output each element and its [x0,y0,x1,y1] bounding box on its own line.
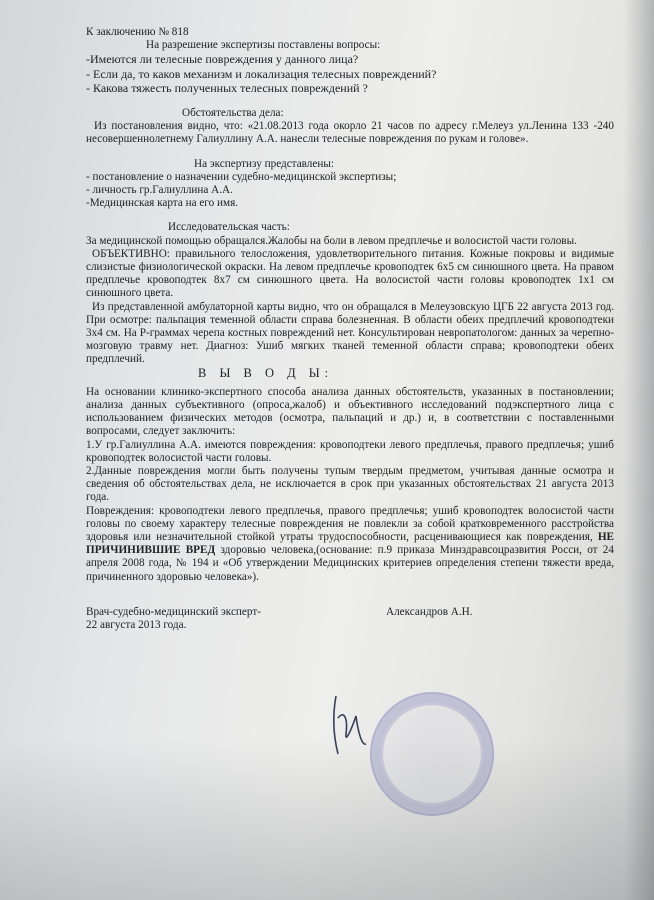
research-complaints: За медицинской помощью обращался.Жалобы на боли в левом предплечье и волосистой части головы. [86,234,577,247]
submitted-item-2: - личность гр.Галиуллина А.А. [86,183,233,196]
research-objective: ОБЪЕКТИВНО: правильного телосложения, удовлетворительного питания. Кожные покровы и видимые слизистые физиологической окраски. На левом предплечье кровоподтек 6х5 см синюшного цвета. На правом предплечье кровоподтек 8х7 см синюшного цвета. На волосистой части головы кровоподтек 1х1 см синюшного цвета. [86,247,614,300]
conclusions-injuries [86,505,614,584]
signature-date: 22 августа 2013 года. [86,619,187,632]
signature-left [86,606,261,632]
submitted-item-1: - постановление о назначении судебно-медицинской экспертизы; [86,170,397,183]
submitted-item-3: -Медицинская карта на его имя. [86,197,239,210]
expert-position: Врач-судебно-медицинский эксперт- [86,605,261,618]
circumstances-text: Из постановления видно, что: «21.08.2013 года окорло 21 часов по адресу г.Мелеуз ул.Ленина 133 -240 несовершеннолетнему Галиуллину А.А. нанесли телесные повреждения по рукам и голове». [86,120,614,146]
document-body [86,26,614,638]
circumstances-title: Обстоятельства дела: [182,106,284,119]
photo-shadow [0,740,654,900]
questions-title: На разрешение экспертизы поставлены вопросы: [146,39,381,52]
research-title: Исследовательская часть: [168,221,290,234]
conclusions-item-2: 2.Данные повреждения могли быть получены тупым твердым предметом, учитывая данные осмотра и сведения об обстоятельствах дела, не исключается в срок при указанных обстоятельствах 21 августа 2013 года. [86,464,614,504]
conclusions-item-1: 1.У гр.Галиуллина А.А. имеются повреждения: кровоподтеки левого предплечья, правого предплечья; ушиб кровоподтек волосистой части головы. [86,438,614,464]
round-stamp-icon [370,692,494,816]
page-edge-shadow [624,0,654,900]
research-card: Из представленной амбулаторной карты видно, что он обращался в Мелеузовскую ЦГБ 22 августа 2013 год. При осмотре: пальпация теменной области справа болезненная. В области обеих предплечий кровоподтеки 3х4 см. На Р-граммах черепа костных повреждений нет. Консультирован невропатологом: данных за черепно-мозговую травму нет. Диагноз: Ушиб мягких тканей теменной области справа; кровоподтеки обеих предплечий. [86,300,614,366]
injuries-text-post: здоровью человека,(основание: п.9 приказа Минздравсоцразвития Росси, от 24 апреля 2008 года, № 194 и «Об утверждении Медицинских критериев определения степени тяжести вреда, причиненного здоровью человека»). [86,544,614,583]
injuries-text-bold: НЕ ПРИЧИНИВШИЕ ВРЕД [86,531,614,557]
conclusion-reference: К заключению № 818 [86,26,189,38]
injuries-text-pre: Повреждения: кровоподтеки левого предплечья, правого предплечья; ушиб кровоподтек волосистой части головы по своему характеру телесные повреждения не повлекли за собой кратковременного расстройства здоровья или незначительной стойкой утраты трудоспособности, расценивающиеся как повреждения, [86,504,614,543]
expert-name: Александров А.Н. [386,605,473,618]
signature-block [86,606,614,638]
conclusions-title: В Ы В О Д Ы: [198,365,334,380]
question-1: -Имеются ли телесные повреждения у данного лица? [86,52,359,67]
submitted-title: На экспертизу представлены: [194,157,334,170]
question-3: - Какова тяжесть полученных телесных повреждений ? [86,81,368,96]
question-2: - Если да, то каков механизм и локализация телесных повреждений? [86,66,437,81]
conclusions-intro: На основании клинико-экспертного способа анализа данных обстоятельств, указанных в постановлении; анализа данных субъективного (опроса,жалоб) и объективного исследований подэкспертного лица с использованием физических методов (осмотра, пальпаций и др.) и, в соответствии с поставленными вопросами, следует заключить: [86,385,614,438]
